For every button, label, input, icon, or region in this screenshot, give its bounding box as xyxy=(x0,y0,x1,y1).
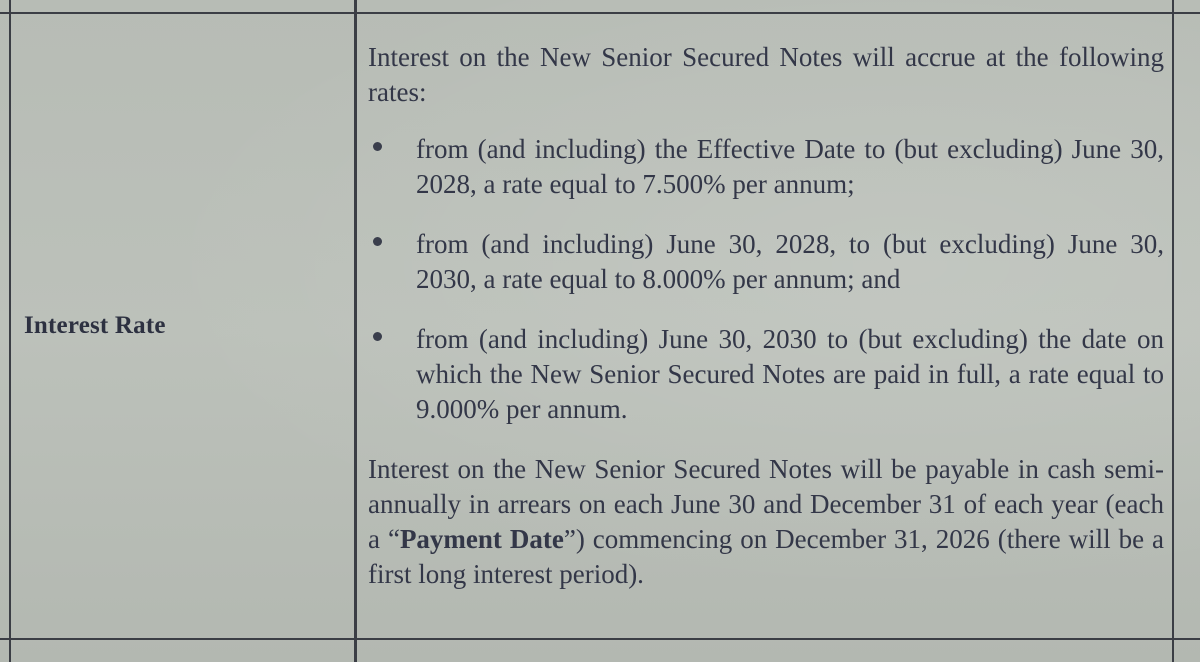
bullet-icon xyxy=(373,237,382,246)
list-item xyxy=(368,322,1164,427)
rate-text: from (and including) June 30, 2028, to (but excluding) June 30, 2030, a rate equal to 8.000% per annum; and xyxy=(416,229,1164,294)
table-top-border xyxy=(0,12,1200,14)
intro-paragraph: Interest on the New Senior Secured Notes will accrue at the following rates: xyxy=(368,42,1164,107)
closing-text-before: Interest on the New Senior Secured Notes will be payable in cash semi-annually in arrears on each June 30 and December 31 of each year (each a “ xyxy=(368,454,1164,554)
rate-list xyxy=(368,132,1164,427)
row-label-interest-rate: Interest Rate xyxy=(24,312,166,339)
list-item xyxy=(368,132,1164,202)
list-item xyxy=(368,227,1164,297)
closing-text-after: ”) commencing on December 31, 2026 (there will be a first long interest period). xyxy=(368,524,1165,589)
bullet-icon xyxy=(373,332,382,341)
payment-date-term: Payment Date xyxy=(399,524,564,554)
rate-text: from (and including) the Effective Date to (but excluding) June 30, 2028, a rate equal to 7.500% per annum; xyxy=(416,134,1164,199)
closing-paragraph xyxy=(368,452,1164,592)
row-content xyxy=(368,40,1164,592)
table-column-divider xyxy=(354,0,357,662)
table-left-border xyxy=(9,0,11,662)
table-bottom-border xyxy=(0,638,1200,640)
table-right-border xyxy=(1172,0,1174,662)
bullet-icon xyxy=(373,142,382,151)
rate-text: from (and including) June 30, 2030 to (but excluding) the date on which the New Senior Secured Notes are paid in full, a rate equal to 9.000% per annum. xyxy=(416,324,1164,424)
